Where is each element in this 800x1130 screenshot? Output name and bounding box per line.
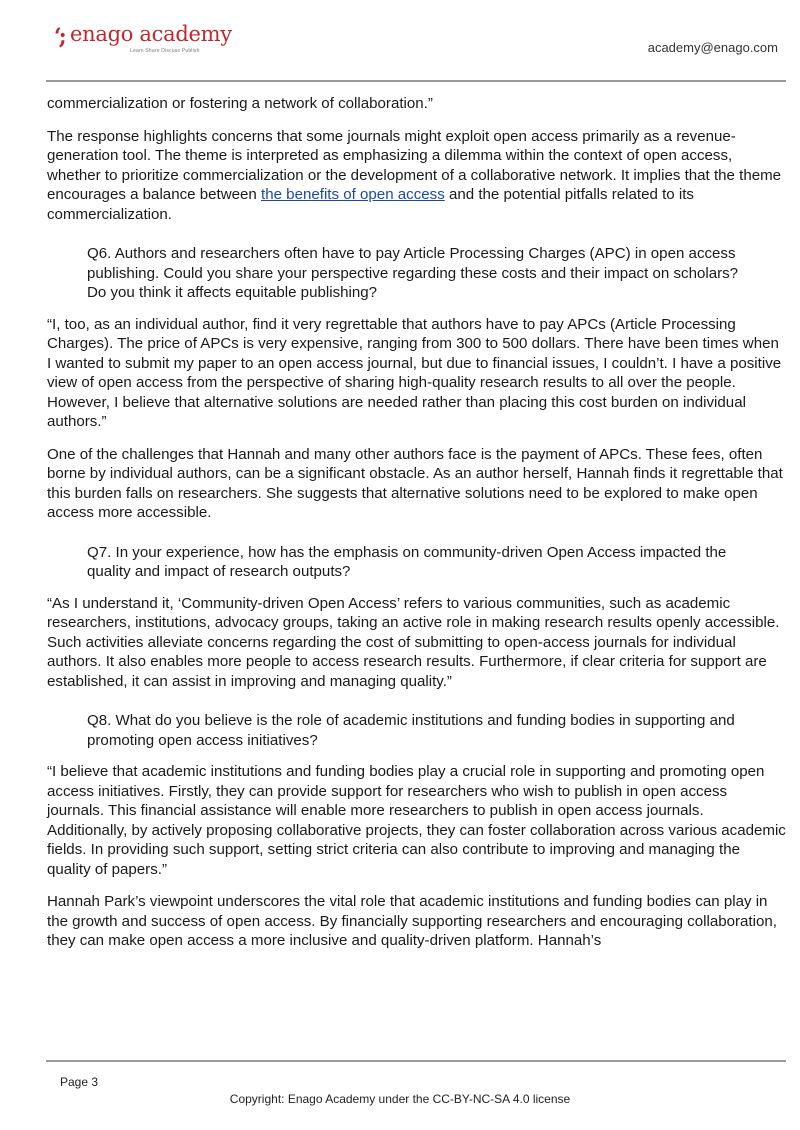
benefits-of-open-access-link[interactable]: the benefits of open access bbox=[261, 186, 445, 203]
article-body bbox=[47, 94, 787, 964]
logo-mark: ‘; bbox=[54, 24, 64, 50]
question-q8: Q8. What do you believe is the role of academic institutions and funding bodies in supporting and promoting open access initiatives? bbox=[87, 712, 735, 749]
paragraph-text: The response highlights concerns that some journals might exploit open access primarily as a revenue-generation tool. The theme is interpreted as emphasizing a dilemma within the context of open access, whether to prioritize commercialization or the development of a collaborative network. It implies that the theme encourages a balance between bbox=[47, 127, 782, 203]
paragraph bbox=[47, 127, 787, 225]
header-divider bbox=[46, 80, 786, 82]
page-header bbox=[0, 0, 800, 80]
contact-email[interactable]: academy@enago.com bbox=[647, 40, 778, 55]
answer-q8: “I believe that academic institutions and funding bodies play a crucial role in supporting and promoting open access initiatives. Firstly, they can provide support for researchers who wish to publish in open access journals. This financial assistance will enable more researchers to publish in open access journals. Additionally, by actively proposing collaborative projects, they can foster collaboration across various academic fields. In providing such support, setting strict criteria can also contribute to improving and managing the quality of papers.” bbox=[47, 763, 786, 878]
question-q7: Q7. In your experience, how has the emphasis on community-driven Open Access impacted the quality and impact of research outputs? bbox=[87, 543, 727, 580]
paragraph-text: and the potential pitfalls related to its commercialization. bbox=[47, 186, 694, 223]
answer-q6: “I, too, as an individual author, find it very regrettable that authors have to pay APCs (Article Processing Charges). The price of APCs is very expensive, ranging from 300 to 500 dollars. There have been times when I wanted to submit my paper to an open access journal, but due to financial issues, I couldn’t. I have a positive view of open access from the perspective of sharing high-quality research results to all over the people. However, I believe that alternative solutions are needed rather than placing this cost burden on individual authors.” bbox=[47, 315, 782, 430]
answer-q7: “As I understand it, ‘Community-driven Open Access’ refers to various communities, such as academic researchers, institutions, advocacy groups, taking an active role in making research results openly accessible. Such activities alleviate concerns regarding the cost of submitting to open-access journals for individual authors. It also enables more people to access research results. Furthermore, if clear criteria for support are established, it can assist in improving and managing quality.” bbox=[47, 594, 780, 690]
question-q6: Q6. Authors and researchers often have to pay Article Processing Charges (APC) in open access publishing. Could you share your perspective regarding these costs and their impact on scholars? Do you think it affects equitable publishing? bbox=[87, 245, 739, 301]
footer-divider bbox=[46, 1060, 786, 1062]
logo-tagline: Learn Share Discuss Publish bbox=[130, 48, 200, 54]
copyright-notice: Copyright: Enago Academy under the CC-BY-NC-SA 4.0 license bbox=[229, 1092, 571, 1106]
paragraph: One of the challenges that Hannah and many other authors face is the payment of APCs. These fees, often borne by individual authors, can be a significant obstacle. As an author herself, Hannah finds it regrettable that this burden falls on researchers. She suggests that alternative solutions need to be explored to make open access more accessible. bbox=[47, 445, 783, 521]
paragraph: Hannah Park’s viewpoint underscores the vital role that academic institutions and funding bodies can play in the growth and success of open access. By financially supporting researchers and encouraging collaboration, they can make open access a more inclusive and quality-driven platform. Hannah’s bbox=[47, 893, 777, 949]
page-number: Page 3 bbox=[60, 1075, 99, 1089]
paragraph: commercialization or fostering a network of collaboration.” bbox=[47, 95, 433, 112]
logo-text: enago academy bbox=[70, 22, 232, 46]
